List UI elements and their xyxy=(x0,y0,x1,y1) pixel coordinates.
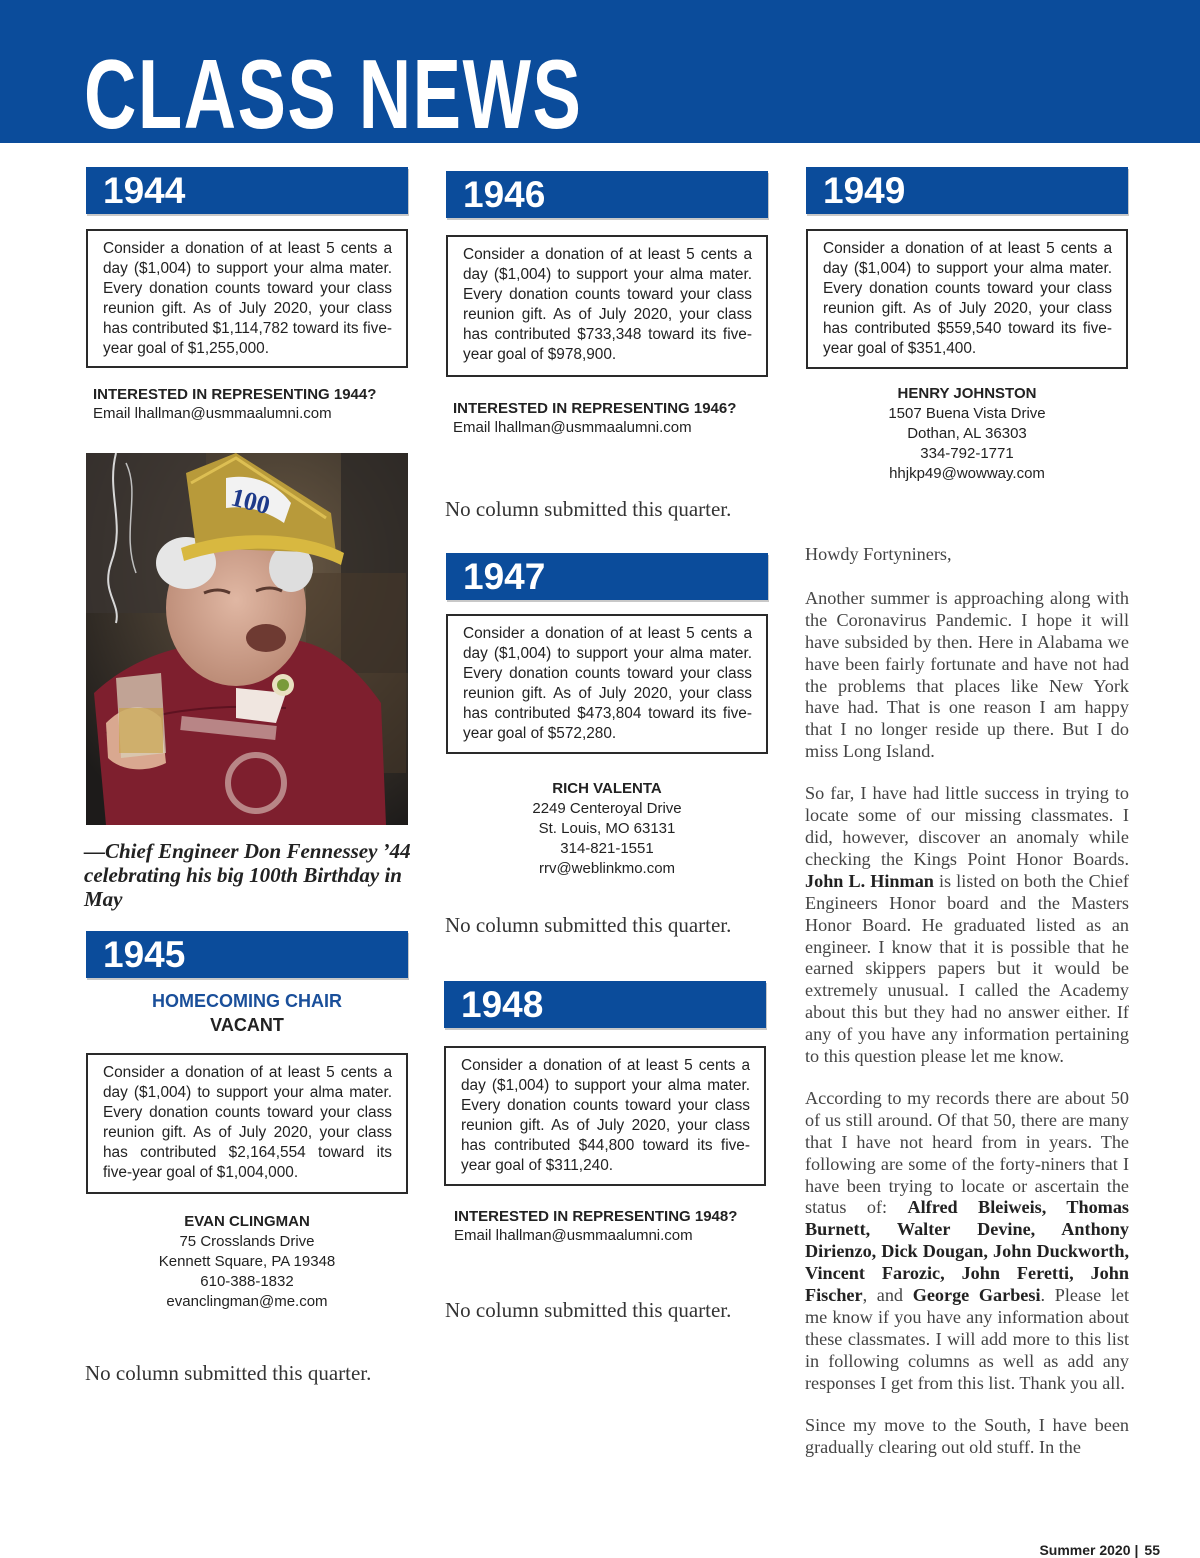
homecoming-chair-value: VACANT xyxy=(210,1015,284,1035)
page-number: 55 xyxy=(1144,1542,1160,1558)
donation-box-1945: Consider a donation of at least 5 cents a day ($1,004) to support your alma mater. Every donation counts toward your class reunion gift. As of July 2020, your class has contributed $2,164,554 toward its five-year goal of $1,004,000. xyxy=(86,1053,408,1194)
donation-amount: $1,114,782 xyxy=(212,320,289,337)
letter-text: So far, I have had little success in trying to locate some of our missing classmates. I did, however, discover an anomaly while checking the Kings Point Honor Boards. xyxy=(805,783,1129,869)
rep-address-line2: Dothan, AL 36303 xyxy=(907,425,1027,442)
class-rep-1945 xyxy=(86,1212,408,1312)
donation-goal: $1,255,000 xyxy=(187,340,265,357)
year-bar-1946 xyxy=(446,171,768,218)
letter-greeting: Howdy Fortyniners, xyxy=(805,544,952,564)
hat-number: 100 xyxy=(228,482,273,521)
birthday-photo xyxy=(86,453,408,825)
donation-amount: $473,804 xyxy=(577,705,642,722)
rep-phone: 314-821-1551 xyxy=(560,840,654,857)
homecoming-chair-heading: HOMECOMING CHAIR xyxy=(152,991,342,1011)
rep-name: RICH VALENTA xyxy=(552,780,662,797)
donation-goal: $311,240 xyxy=(545,1157,609,1174)
donation-goal: $978,900 xyxy=(547,346,612,363)
donation-box-1947: Consider a donation of at least 5 cents a day ($1,004) to support your alma mater. Every donation counts toward your class reunion gift. As of July 2020, your class has contributed $473,804 toward its five-year goal of $572,280. xyxy=(446,614,768,754)
donation-box-1949: Consider a donation of at least 5 cents a day ($1,004) to support your alma mater. Every donation counts toward your class reunion gift. As of July 2020, your class has contributed $559,540 toward its five-year goal of $351,400. xyxy=(806,229,1128,369)
letter-paragraph xyxy=(805,783,1129,1068)
issue-label: Summer 2020 xyxy=(1039,1542,1131,1558)
donation-amount: $2,164,554 xyxy=(228,1144,306,1161)
letter-text: is listed on both the Chief Engineers Honor board and the Masters Honor Board. He graduated listed as an engineer. I know that it is possible that he earned skippers papers but it would be extremely unusual. I called the Academy about this but they had no answer either. If any of you have any information pertaining to this question please let me know. xyxy=(805,870,1129,1067)
no-column-note-1947: No column submitted this quarter. xyxy=(445,913,732,937)
rep-email-link[interactable]: evanclingman@me.com xyxy=(166,1293,328,1310)
donation-goal: $572,280 xyxy=(547,725,612,742)
year-bar-1945 xyxy=(86,931,408,978)
letter-paragraph xyxy=(805,1088,1129,1395)
page-footer xyxy=(1039,1542,1160,1558)
year-label: 1944 xyxy=(103,170,186,211)
letter-paragraph: Since my move to the South, I have been gradually clearing out old stuff. In the xyxy=(805,1414,1129,1457)
rep-name: HENRY JOHNSTON xyxy=(897,385,1037,402)
donation-text: Consider a donation of at least 5 cents a day ($1,004) to support your alma mater. Every donation counts toward your class reunion gift. As of July 2020, your class has contributed xyxy=(103,1064,392,1161)
rep-invite-1944 xyxy=(93,385,376,423)
rep-email-link[interactable]: hhjkp49@wowway.com xyxy=(889,465,1045,482)
donation-text: Consider a donation of at least 5 cents a day ($1,004) to support your alma mater. Every donation counts toward your class reunion gift. As of July 2020, your class has contributed xyxy=(461,1057,750,1154)
donation-amount: $559,540 xyxy=(937,320,1002,337)
classmate-names: Alfred Bleiweis, Thomas Burnett, Walter Devine, Anthony Dirienzo, Dick Dougan, John Duckworth, Vincent Farozic, John Feretti, John Fischer xyxy=(805,1197,1129,1306)
no-column-note-1948: No column submitted this quarter. xyxy=(445,1298,732,1322)
classmate-name: John L. Hinman xyxy=(805,870,934,891)
donation-box-1944: Consider a donation of at least 5 cents a day ($1,004) to support your alma mater. Every donation counts toward your class reunion gift. As of July 2020, your class has contributed $1,114,782 toward its five-year goal of $1,255,000. xyxy=(86,229,408,368)
no-column-note-1945: No column submitted this quarter. xyxy=(85,1361,372,1385)
photo-caption: —Chief Engineer Don Fennessey ’44 celebrating his big 100th Birthday in May xyxy=(84,839,411,911)
class-rep-1949 xyxy=(806,384,1128,484)
rep-heading: INTERESTED IN REPRESENTING 1944? xyxy=(93,386,377,403)
letter-text: . Please let me know if you have any information about these classmates. I will add more to this list in following columns as well as add any responses I get from this list. Thank you all. xyxy=(805,1285,1129,1393)
donation-text: Consider a donation of at least 5 cents a day ($1,004) to support your alma mater. Every donation counts toward your class reunion gift. As of July 2020, your class has contributed xyxy=(823,240,1112,337)
year-bar-1947 xyxy=(446,553,768,600)
rep-phone: 610-388-1832 xyxy=(200,1273,294,1290)
donation-box-1948: Consider a donation of at least 5 cents a day ($1,004) to support your alma mater. Every donation counts toward your class reunion gift. As of July 2020, your class has contributed $44,800 toward its five-year goal of $311,240. xyxy=(444,1046,766,1186)
year-bar-1949 xyxy=(806,167,1128,214)
year-label: 1946 xyxy=(463,174,546,215)
rep-address-line2: St. Louis, MO 63131 xyxy=(538,820,676,837)
year-label: 1949 xyxy=(823,170,906,211)
year-label: 1947 xyxy=(463,556,546,597)
donation-text: Consider a donation of at least 5 cents a day ($1,004) to support your alma mater. Every donation counts toward your class reunion gift. As of July 2020, your class has contributed xyxy=(103,240,392,337)
rep-email-link[interactable]: Email lhallman@usmmaalumni.com xyxy=(454,1227,693,1244)
rep-invite-1948 xyxy=(454,1207,737,1245)
page-title: CLASS NEWS xyxy=(84,39,583,149)
rep-email-link[interactable]: rrv@weblinkmo.com xyxy=(538,860,676,877)
donation-amount: $44,800 xyxy=(578,1137,635,1154)
donation-text: Consider a donation of at least 5 cents a day ($1,004) to support your alma mater. Every donation counts toward your class reunion gift. As of July 2020, your class has contributed xyxy=(463,625,752,722)
rep-address-line1: 1507 Buena Vista Drive xyxy=(888,405,1046,422)
rep-address-line2: Kennett Square, PA 19348 xyxy=(158,1253,336,1270)
rep-heading: INTERESTED IN REPRESENTING 1948? xyxy=(454,1208,738,1225)
year-label: 1945 xyxy=(103,934,186,975)
header-banner xyxy=(0,0,1200,149)
rep-email-link[interactable]: Email lhallman@usmmaalumni.com xyxy=(453,419,692,436)
donation-goal: $351,400 xyxy=(907,340,972,357)
year-bar-1948 xyxy=(444,981,766,1028)
rep-phone: 334-792-1771 xyxy=(920,445,1014,462)
class-rep-1947 xyxy=(446,779,768,879)
donation-amount: $733,348 xyxy=(577,326,642,343)
year-label: 1948 xyxy=(461,984,544,1025)
donation-goal: $1,004,000 xyxy=(216,1164,294,1181)
rep-name: EVAN CLINGMAN xyxy=(184,1213,310,1230)
class-letter-1949 xyxy=(805,544,1129,1478)
classmate-name: George Garbesi xyxy=(912,1285,1041,1306)
donation-text: Consider a donation of at least 5 cents a day ($1,004) to support your alma mater. Every donation counts toward your class reunion gift. As of July 2020, your class has contributed xyxy=(463,246,752,343)
donation-box-1946: Consider a donation of at least 5 cents a day ($1,004) to support your alma mater. Every donation counts toward your class reunion gift. As of July 2020, your class has contributed $733,348 toward its five-year goal of $978,900. xyxy=(446,235,768,377)
letter-paragraph: Another summer is approaching along with the Coronavirus Pandemic. I hope it will have subsided by then. Here in Alabama we have been fairly fortunate and have not had the problems that places like New York have had. That is one reason I am happy that I no longer reside up there. But I do miss Long Island. xyxy=(805,587,1129,762)
rep-heading: INTERESTED IN REPRESENTING 1946? xyxy=(453,400,737,417)
footer-separator: | xyxy=(1134,1542,1139,1558)
rep-email-link[interactable]: Email lhallman@usmmaalumni.com xyxy=(93,405,332,422)
no-column-note-1946: No column submitted this quarter. xyxy=(445,497,732,521)
letter-text: , and xyxy=(862,1285,913,1306)
year-bar-1944 xyxy=(86,167,408,214)
rep-address-line1: 75 Crosslands Drive xyxy=(179,1233,315,1250)
letter-text: According to my records there are about 50 of us still around. Of that 50, there are many that I have not heard from in years. The following are some of the forty-niners that I have been trying to locate or ascertain the status of: xyxy=(805,1087,1129,1218)
rep-address-line1: 2249 Centeroyal Drive xyxy=(532,800,682,817)
photo-illustration xyxy=(86,453,408,825)
rep-invite-1946 xyxy=(453,399,736,437)
